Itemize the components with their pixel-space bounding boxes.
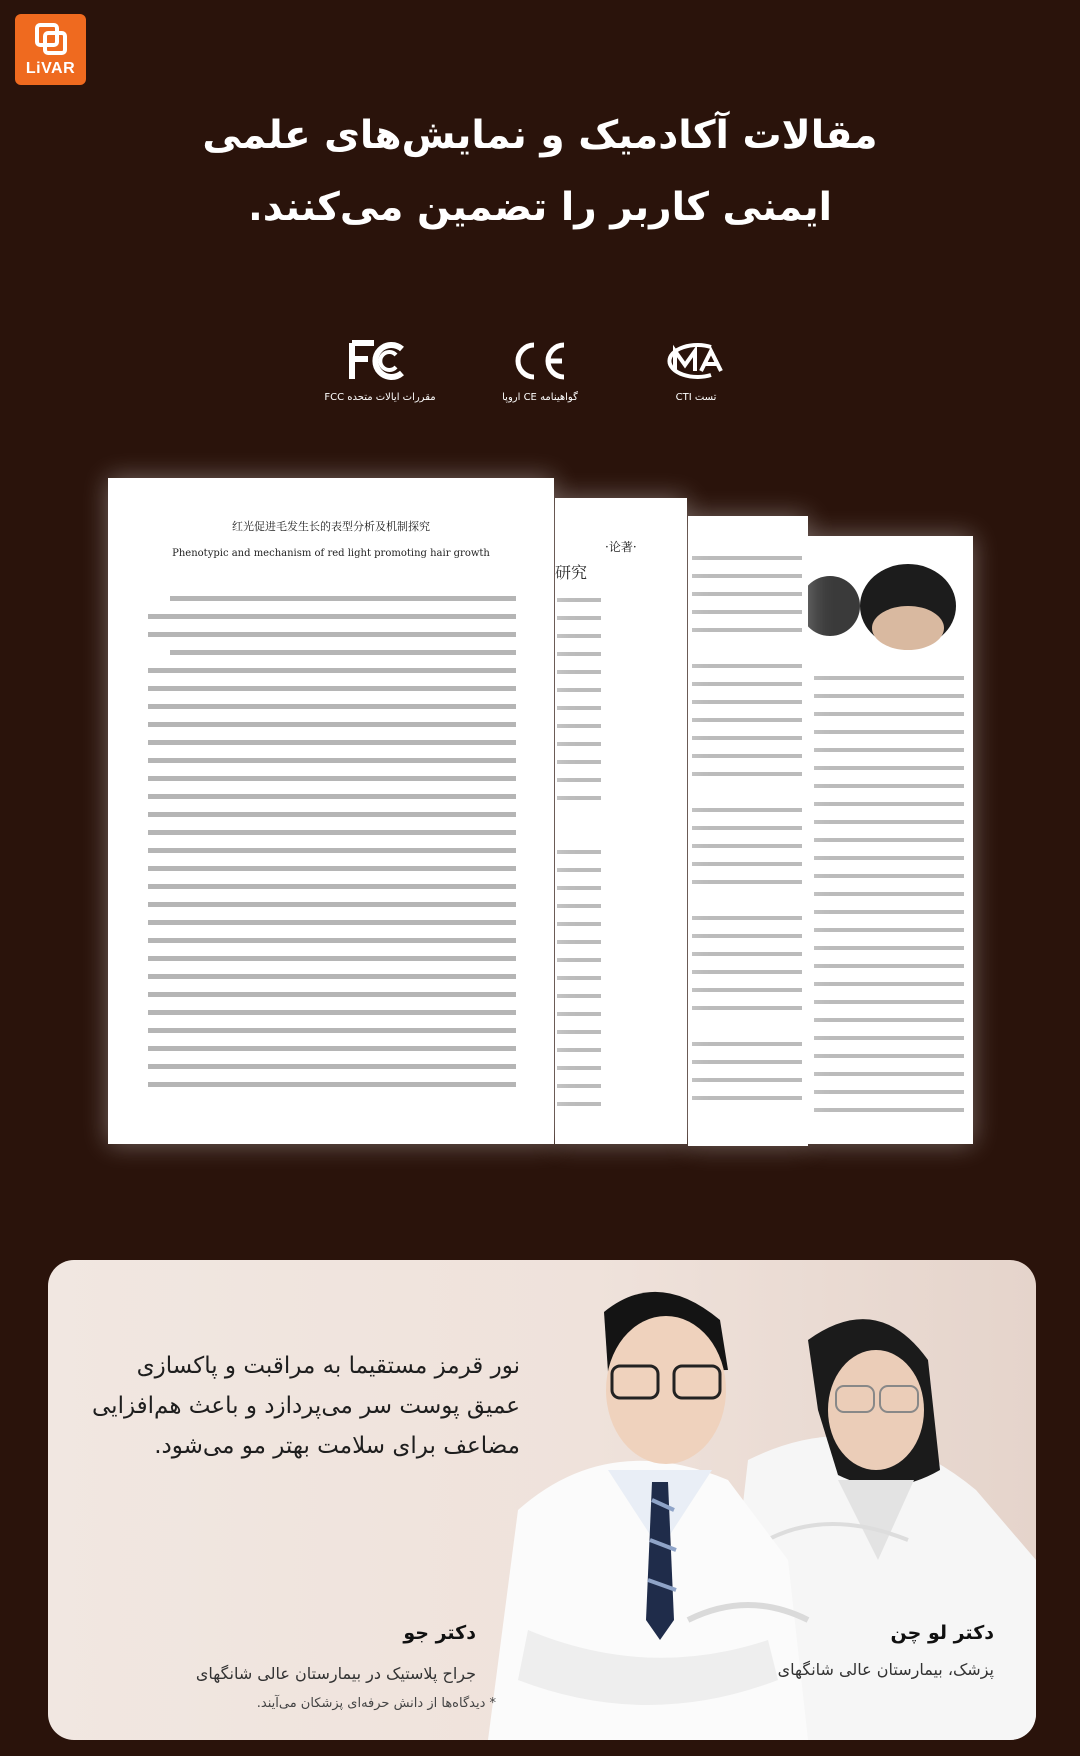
paper-page-4 [808,536,973,1144]
doctor2-role: پزشک، بیمارستان عالی شانگهای [777,1660,994,1679]
paper-page-4-text [808,536,973,1144]
cert-label-fcc: مقررات ایالات متحده FCC [324,392,436,403]
paper-page-2-text [555,498,687,1144]
paper-page-2 [555,498,687,1144]
cert-cma [626,336,766,403]
cert-label-ce: گواهینامه CE اروپا [502,392,578,403]
headline-line-1: مقالات آکادمیک و نمایش‌های علمی [202,113,878,158]
paper-page-2-side-title: 研究 [555,563,588,582]
doctor1-name: دکتر جو [403,1622,476,1644]
cert-fcc [310,336,450,403]
cma-icon [626,336,766,386]
quote-line-3: مضاعف برای سلامت بهتر مو می‌شود. [154,1433,520,1459]
cert-ce [470,336,610,403]
cert-label-cma: تست CTI [675,392,717,403]
brand-name: LiVAR [25,59,76,77]
card-quote [40,1346,520,1466]
doctor1-role: جراح پلاستیک در بیمارستان عالی شانگهای [195,1664,476,1683]
fcc-icon [310,336,450,386]
headline-line-2: ایمنی کاربر را تضمین می‌کنند. [247,185,833,230]
paper-page-1-text [108,478,554,1144]
paper-title: 红光促进毛发生长的表型分析及机制探究 [232,520,430,533]
paper-page-3 [688,516,808,1146]
quote-line-1: نور قرمز مستقیما به مراقبت و پاکسازی [136,1353,520,1379]
ce-icon [470,336,610,386]
disclaimer: * دیدگاه‌ها از دانش حرفه‌ای پزشکان می‌آیند. [256,1696,496,1711]
doctor2-name: دکتر لو چن [890,1622,994,1644]
paper-page-2-header: ·论著· [605,540,637,554]
livar-logo-icon [33,22,69,58]
paper-subtitle: Phenotypic and mechanism of red light promoting hair growth [172,548,490,559]
livar-logo [15,14,86,85]
paper-page-1 [108,478,554,1144]
page-headline [0,100,1080,244]
quote-line-2: عمیق پوست سر می‌پردازد و باعث هم‌افزایی [92,1393,520,1419]
paper-page-3-text [688,516,808,1146]
